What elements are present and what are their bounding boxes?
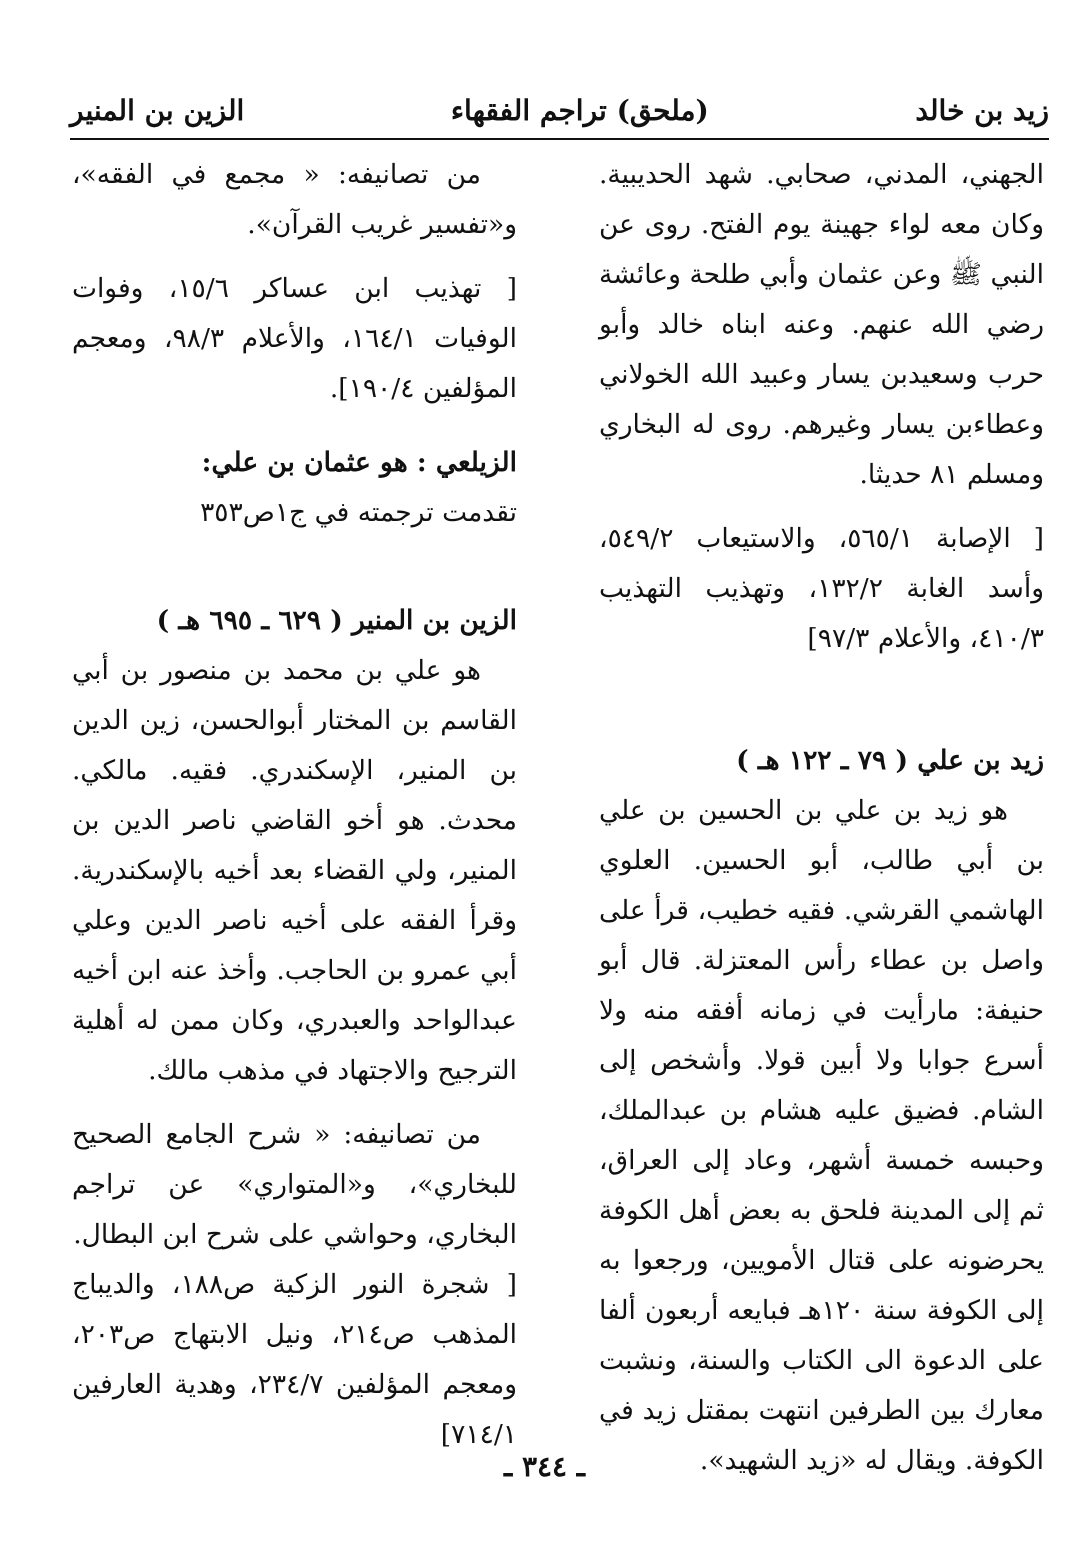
left-column bbox=[72, 150, 517, 1460]
entry-body-zayd: هو زيد بن علي بن الحسين بن علي بن أبي طالب، أبو الحسين. العلوي الهاشمي القرشي. فقيه خطيب، قرأ على واصل بن عطاء رأس المعتزلة. قال أبو حنيفة: مارأيت في زمانه أفقه منه ولا أسرع جوابا ولا أبين قولا. وأشخص إلى الشام. فضيق عليه هشام بن عبدالملك، وحبسه خمسة أشهر، وعاد إلى العراق، ثم إلى المدينة فلحق به بعض أهل الكوفة يحرضونه على قتال الأمويين، ورجعوا به إلى الكوفة سنة ١٢٠هـ فبايعه أربعون ألفا على الدعوة الى الكتاب والسنة، ونشبت معارك بين الطرفين انتهت بمقتل زيد في الكوفة. ويقال له «زيد الشهيد». bbox=[599, 795, 1044, 1476]
header-right-entry: زيد بن خالد bbox=[915, 93, 1049, 127]
crossref-note: تقدمت ترجمته في ج١ص٣٥٣ bbox=[200, 497, 517, 528]
entry-title-zayn bbox=[72, 596, 517, 646]
entry-name: زيد بن علي bbox=[917, 745, 1044, 776]
entry-dates: ( ٦٢٩ ـ ٦٩٥ هـ ) bbox=[156, 605, 343, 636]
entry-works-zayn: من تصانيفه: « شرح الجامع الصحيح للبخاري»، و«المتواري» عن تراجم البخاري، وحواشي على شرح ابن البطال. bbox=[72, 1119, 517, 1250]
continuation-bio: الجهني، المدني، صحابي. شهد الحديبية. وكان معه لواء جهينة يوم الفتح. روى عن النبي ﷺ وعن عثمان وأبي طلحة وعائشة رضي الله عنهم. وعنه ابناه خالد وأبو حرب وسعيدبن يسار وعبيد الله الخولاني وعطاءبن يسار وغيرهم. روى له البخاري ومسلم ٨١ حديثا. bbox=[599, 159, 1044, 490]
right-column bbox=[599, 150, 1044, 1486]
entry-sources-zayn: [ شجرة النور الزكية ص١٨٨، والديباج المذهب ص٢١٤، ونيل الابتهاج ص٢٠٣، ومعجم المؤلفين ٢٣٤/٧، وهدية العارفين ٧١٤/١] bbox=[72, 1269, 517, 1450]
entry-title-zayd bbox=[599, 736, 1044, 786]
entry-body-zayn: هو علي بن محمد بن منصور بن أبي القاسم بن المختار أبوالحسن، زين الدين بن المنير، الإسكندري. فقيه. مالكي. محدث. هو أخو القاضي ناصر الدين بن المنير، ولي القضاء بعد أخيه بالإسكندرية. وقرأ الفقه على أخيه ناصر الدين وعلي أبي عمرو بن الحاجب. وأخذ عنه ابن أخيه عبدالواحد والعبدري، وكان ممن له أهلية الترجيح والاجتهاد في مذهب مالك. bbox=[72, 655, 517, 1086]
header-section-title: (ملحق) تراجم الفقهاء bbox=[450, 93, 709, 127]
continuation-works: من تصانيفه: « مجمع في الفقه»، و«تفسير غريب القرآن». bbox=[72, 159, 517, 240]
crossref-title: الزيلعي : هو عثمان بن علي: bbox=[201, 447, 517, 478]
continuation-sources-left: [ تهذيب ابن عساكر ١٥/٦، وفوات الوفيات ١٦٤/١، والأعلام ٩٨/٣، ومعجم المؤلفين ١٩٠/٤]. bbox=[72, 273, 517, 404]
header-divider bbox=[70, 138, 1049, 140]
continuation-sources: [ الإصابة ٥٦٥/١، والاستيعاب ٥٤٩/٢، وأسد الغابة ١٣٢/٢، وتهذيب التهذيب ٤١٠/٣، والأعلام ٩٧/٣] bbox=[599, 523, 1044, 654]
entry-name: الزين بن المنير bbox=[352, 605, 517, 636]
header-left-entry: الزين بن المنير bbox=[70, 93, 245, 127]
page-number: ـ ٣٤٤ ـ bbox=[503, 1450, 586, 1483]
running-header bbox=[70, 88, 1049, 132]
entry-dates: ( ٧٩ ـ ١٢٢ هـ ) bbox=[736, 745, 908, 776]
